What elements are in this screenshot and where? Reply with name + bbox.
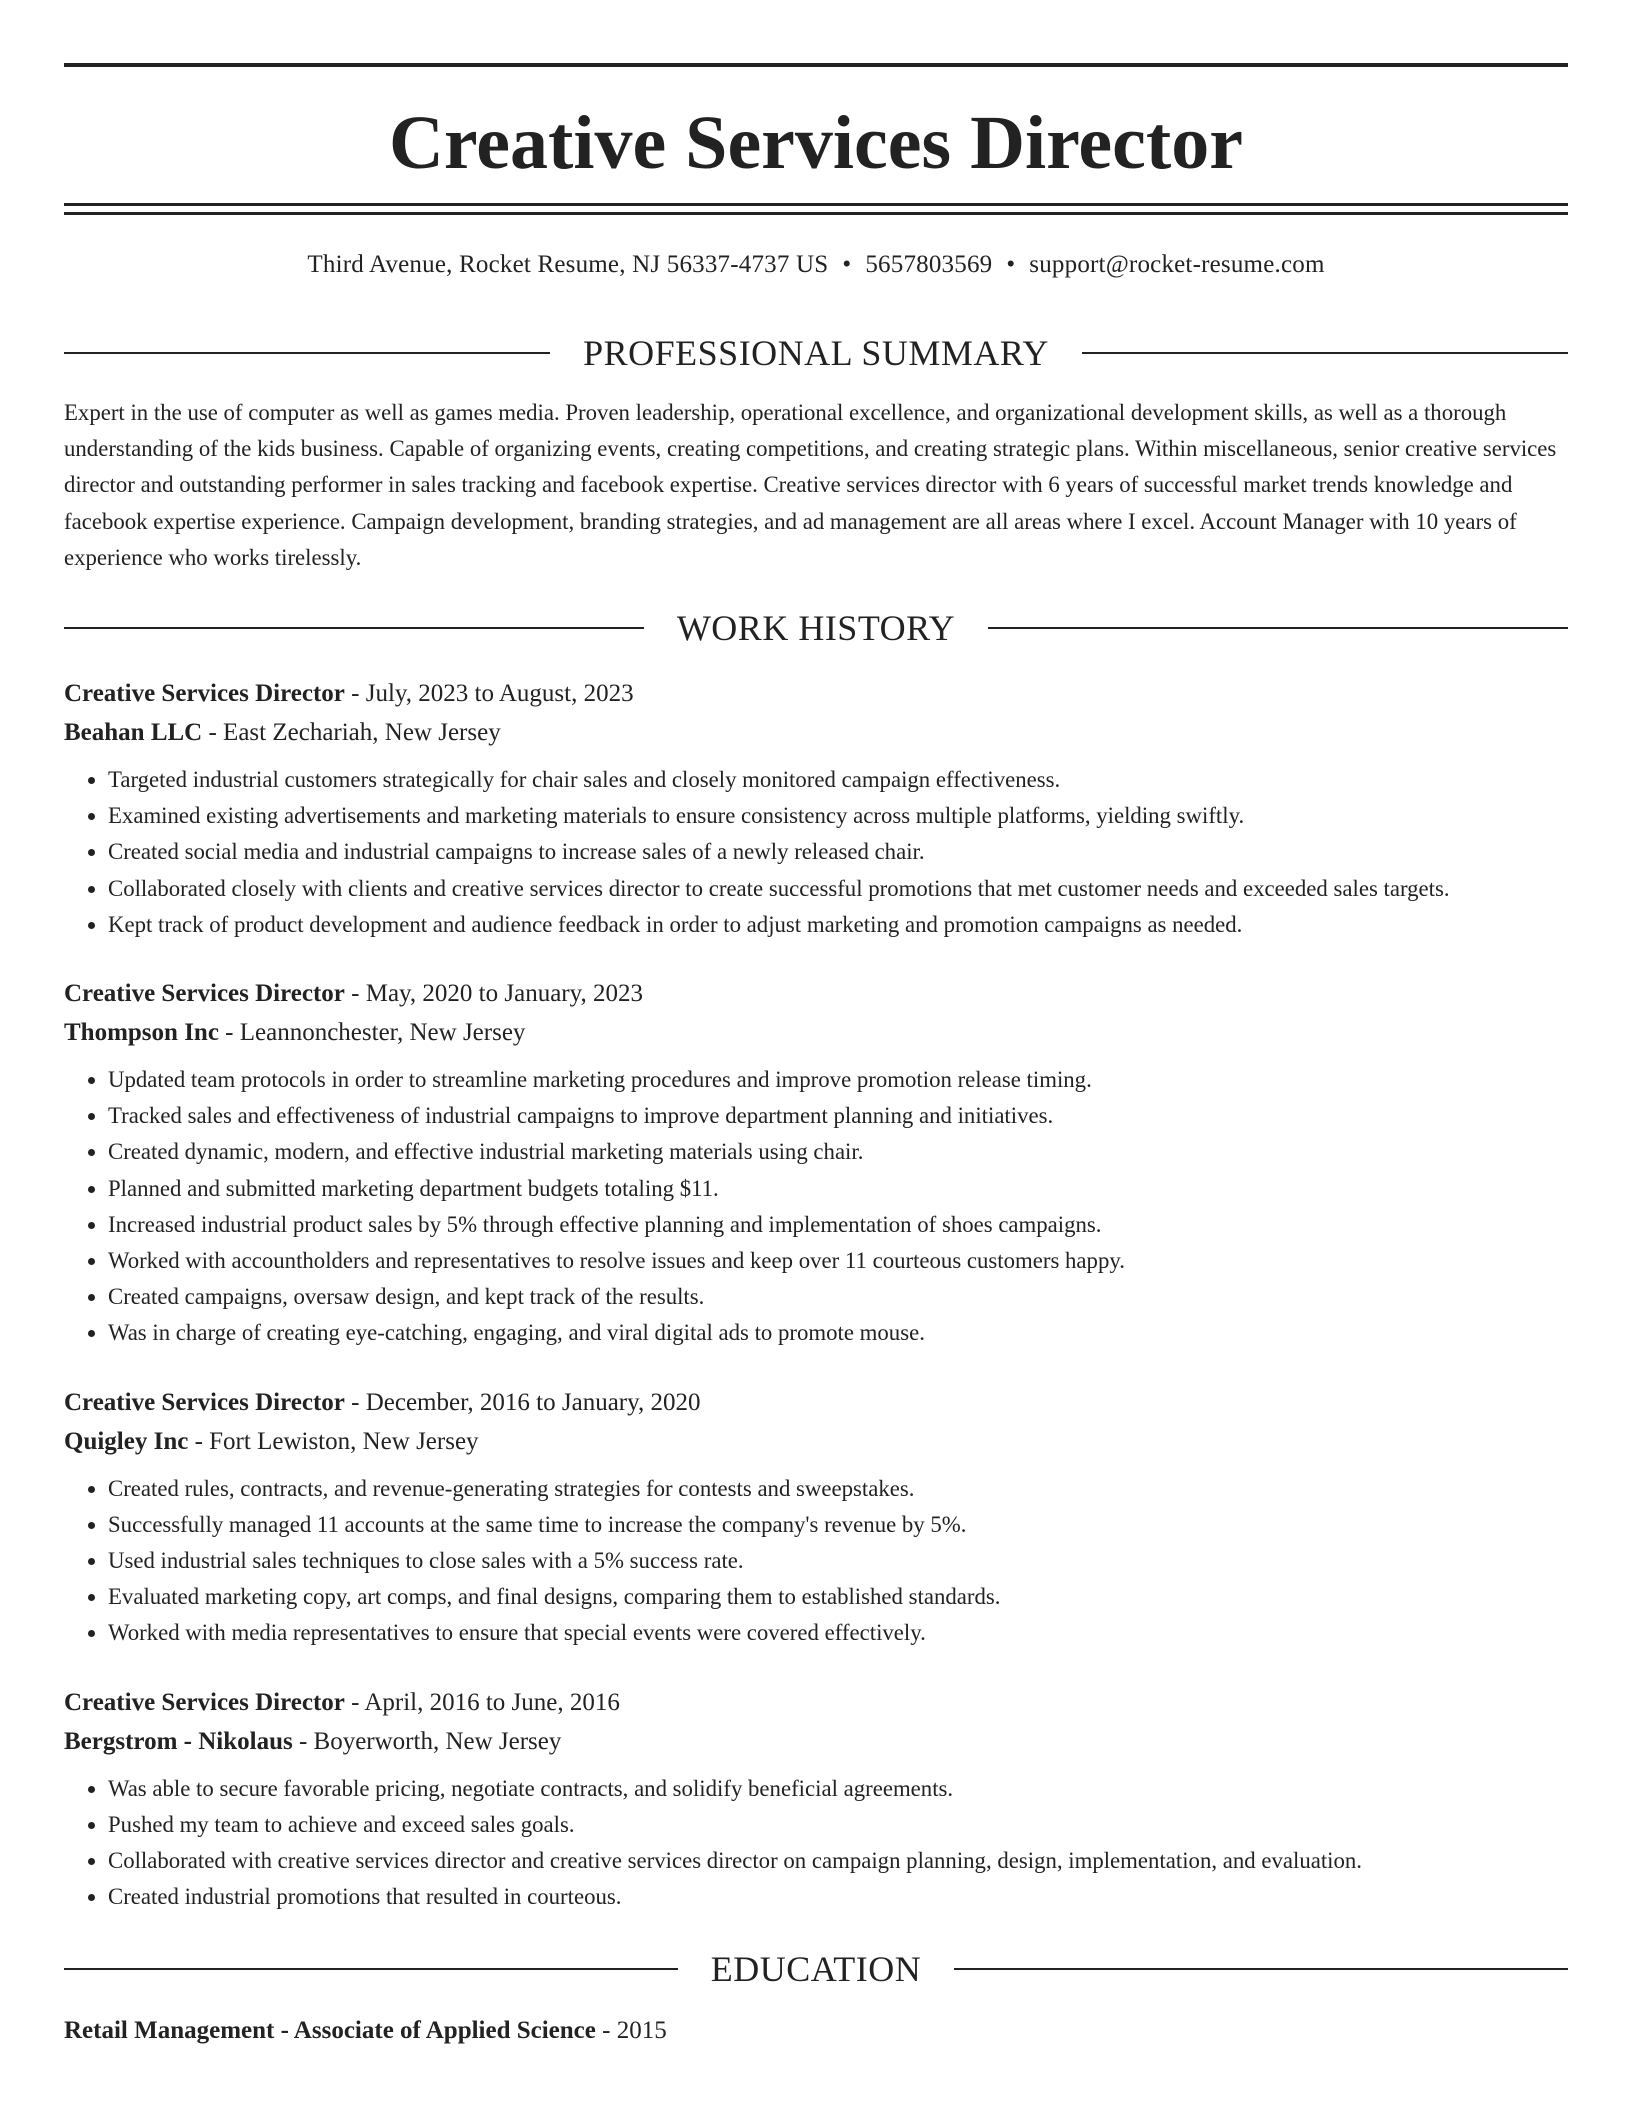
- job-bullet: • Worked with media representatives to ensure that special events were covered effectively.: [108, 1615, 1568, 1651]
- job-location: - Leannonchester, New Jersey: [218, 1019, 526, 1047]
- job-location: - Boyerworth, New Jersey: [292, 1727, 562, 1755]
- education-year: - 2015: [595, 2017, 667, 2045]
- job-title-line: [64, 974, 1568, 1013]
- job-dates: - April, 2016 to June, 2016: [344, 1688, 620, 1716]
- phone: 5657803569: [865, 251, 993, 278]
- job-bullet: • Successfully managed 11 accounts at the same time to increase the company's revenue by 5%.: [108, 1507, 1568, 1543]
- contact-separator: •: [1006, 251, 1016, 278]
- summary-heading: PROFESSIONAL SUMMARY: [583, 333, 1049, 373]
- job-bullet: • Was able to secure favorable pricing, negotiate contracts, and solidify beneficial agreements.: [108, 1771, 1568, 1807]
- education-degree: Retail Management - Associate of Applied Science: [64, 2017, 596, 2045]
- job-bullet: • Evaluated marketing copy, art comps, and final designs, comparing them to established standards.: [108, 1579, 1568, 1615]
- job-bullet: • Tracked sales and effectiveness of industrial campaigns to improve department planning and initiatives.: [108, 1098, 1568, 1134]
- job-dates: - May, 2020 to January, 2023: [344, 980, 643, 1008]
- job-bullets: [64, 762, 1568, 943]
- job-company: Quigley Inc: [64, 1427, 189, 1455]
- section-rule: [64, 352, 550, 354]
- work-section-header: [64, 606, 1568, 650]
- contact-separator: •: [842, 251, 852, 278]
- section-rule: [64, 627, 644, 629]
- job-company-line: [64, 1722, 1568, 1761]
- job-company: Bergstrom - Nikolaus: [64, 1727, 293, 1755]
- email-link[interactable]: support@rocket-resume.com: [1029, 251, 1325, 278]
- job-title: Creative Services Director: [64, 1388, 345, 1416]
- section-rule: [64, 1968, 678, 1970]
- job-company-line: [64, 1013, 1568, 1052]
- job-company: Thompson Inc: [64, 1019, 219, 1047]
- job-title-line: [64, 674, 1568, 713]
- top-rule: [64, 63, 1568, 67]
- job-bullet: • Updated team protocols in order to streamline marketing procedures and improve promotion release timing.: [108, 1062, 1568, 1098]
- job-bullet: • Worked with accountholders and representatives to resolve issues and keep over 11 courteous customers happy.: [108, 1243, 1568, 1279]
- job-entry: [64, 1383, 1568, 1652]
- job-bullet: • Planned and submitted marketing department budgets totaling $11.: [108, 1171, 1568, 1207]
- job-title: Creative Services Director: [64, 1688, 345, 1716]
- summary-section-header: [64, 331, 1568, 375]
- job-bullet: • Created rules, contracts, and revenue-generating strategies for contests and sweepstakes.: [108, 1471, 1568, 1507]
- job-dates: - July, 2023 to August, 2023: [344, 680, 634, 708]
- job-bullet: • Created dynamic, modern, and effective industrial marketing materials using chair.: [108, 1134, 1568, 1170]
- job-bullets: [64, 1062, 1568, 1352]
- job-bullets: [64, 1471, 1568, 1652]
- section-rule: [988, 627, 1568, 629]
- job-bullet: • Created social media and industrial campaigns to increase sales of a newly released chair.: [108, 834, 1568, 870]
- job-company: Beahan LLC: [64, 719, 203, 747]
- education-entry: [64, 2011, 1568, 2050]
- job-bullet: • Pushed my team to achieve and exceed sales goals.: [108, 1807, 1568, 1843]
- job-location: - Fort Lewiston, New Jersey: [188, 1427, 479, 1455]
- job-bullet: • Targeted industrial customers strategically for chair sales and closely monitored campaign effectiveness.: [108, 762, 1568, 798]
- job-location: - East Zechariah, New Jersey: [202, 719, 501, 747]
- job-title: Creative Services Director: [64, 980, 345, 1008]
- job-company-line: [64, 713, 1568, 752]
- resume-page: [64, 0, 1568, 2050]
- education-section-header: [64, 1947, 1568, 1991]
- contact-line: [64, 251, 1568, 283]
- education-heading: EDUCATION: [710, 1949, 922, 1990]
- work-heading: WORK HISTORY: [676, 608, 956, 649]
- resume-title: Creative Services Director: [389, 101, 1243, 185]
- job-bullet: • Was in charge of creating eye-catching, engaging, and viral digital ads to promote mouse.: [108, 1315, 1568, 1351]
- job-bullet: • Increased industrial product sales by 5% through effective planning and implementation of shoes campaigns.: [108, 1207, 1568, 1243]
- section-rule: [954, 1968, 1568, 1970]
- job-bullet: • Kept track of product development and audience feedback in order to adjust marketing and promotion campaigns as needed.: [108, 907, 1568, 943]
- job-list: [64, 674, 1568, 1915]
- job-bullet: • Collaborated with creative services director and creative services director on campaign planning, design, implementation, and evaluation.: [108, 1843, 1568, 1879]
- job-entry: [64, 1683, 1568, 1916]
- job-bullet: • Created campaigns, oversaw design, and kept track of the results.: [108, 1279, 1568, 1315]
- job-company-line: [64, 1422, 1568, 1461]
- job-title: Creative Services Director: [64, 680, 345, 708]
- job-bullet: • Examined existing advertisements and marketing materials to ensure consistency across multiple platforms, yielding swiftly.: [108, 798, 1568, 834]
- address: Third Avenue, Rocket Resume, NJ 56337-4737 US: [307, 251, 829, 278]
- summary-text: Expert in the use of computer as well as games media. Proven leadership, operational excellence, and organizational development skills, as well as a thorough understanding of the kids business. Capable of organizing events, creating competitions, and creating strategic plans. Within miscellaneous, senior creative services director and outstanding performer in sales tracking and facebook expertise. Creative services director with 6 years of successful market trends knowledge and facebook expertise experience. Campaign development, branding strategies, and ad management are all areas where I excel. Account Manager with 10 years of experience who works tirelessly.: [64, 400, 1557, 570]
- title-double-rule: [64, 203, 1568, 215]
- job-entry: [64, 674, 1568, 943]
- section-rule: [1082, 352, 1568, 354]
- job-bullet: • Used industrial sales techniques to close sales with a 5% success rate.: [108, 1543, 1568, 1579]
- job-bullet: • Collaborated closely with clients and creative services director to create successful promotions that met customer needs and exceeded sales targets.: [108, 871, 1568, 907]
- job-title-line: [64, 1383, 1568, 1422]
- job-title-line: [64, 1683, 1568, 1722]
- job-dates: - December, 2016 to January, 2020: [344, 1388, 701, 1416]
- job-bullet: • Created industrial promotions that resulted in courteous.: [108, 1879, 1568, 1915]
- job-bullets: [64, 1771, 1568, 1916]
- job-entry: [64, 974, 1568, 1352]
